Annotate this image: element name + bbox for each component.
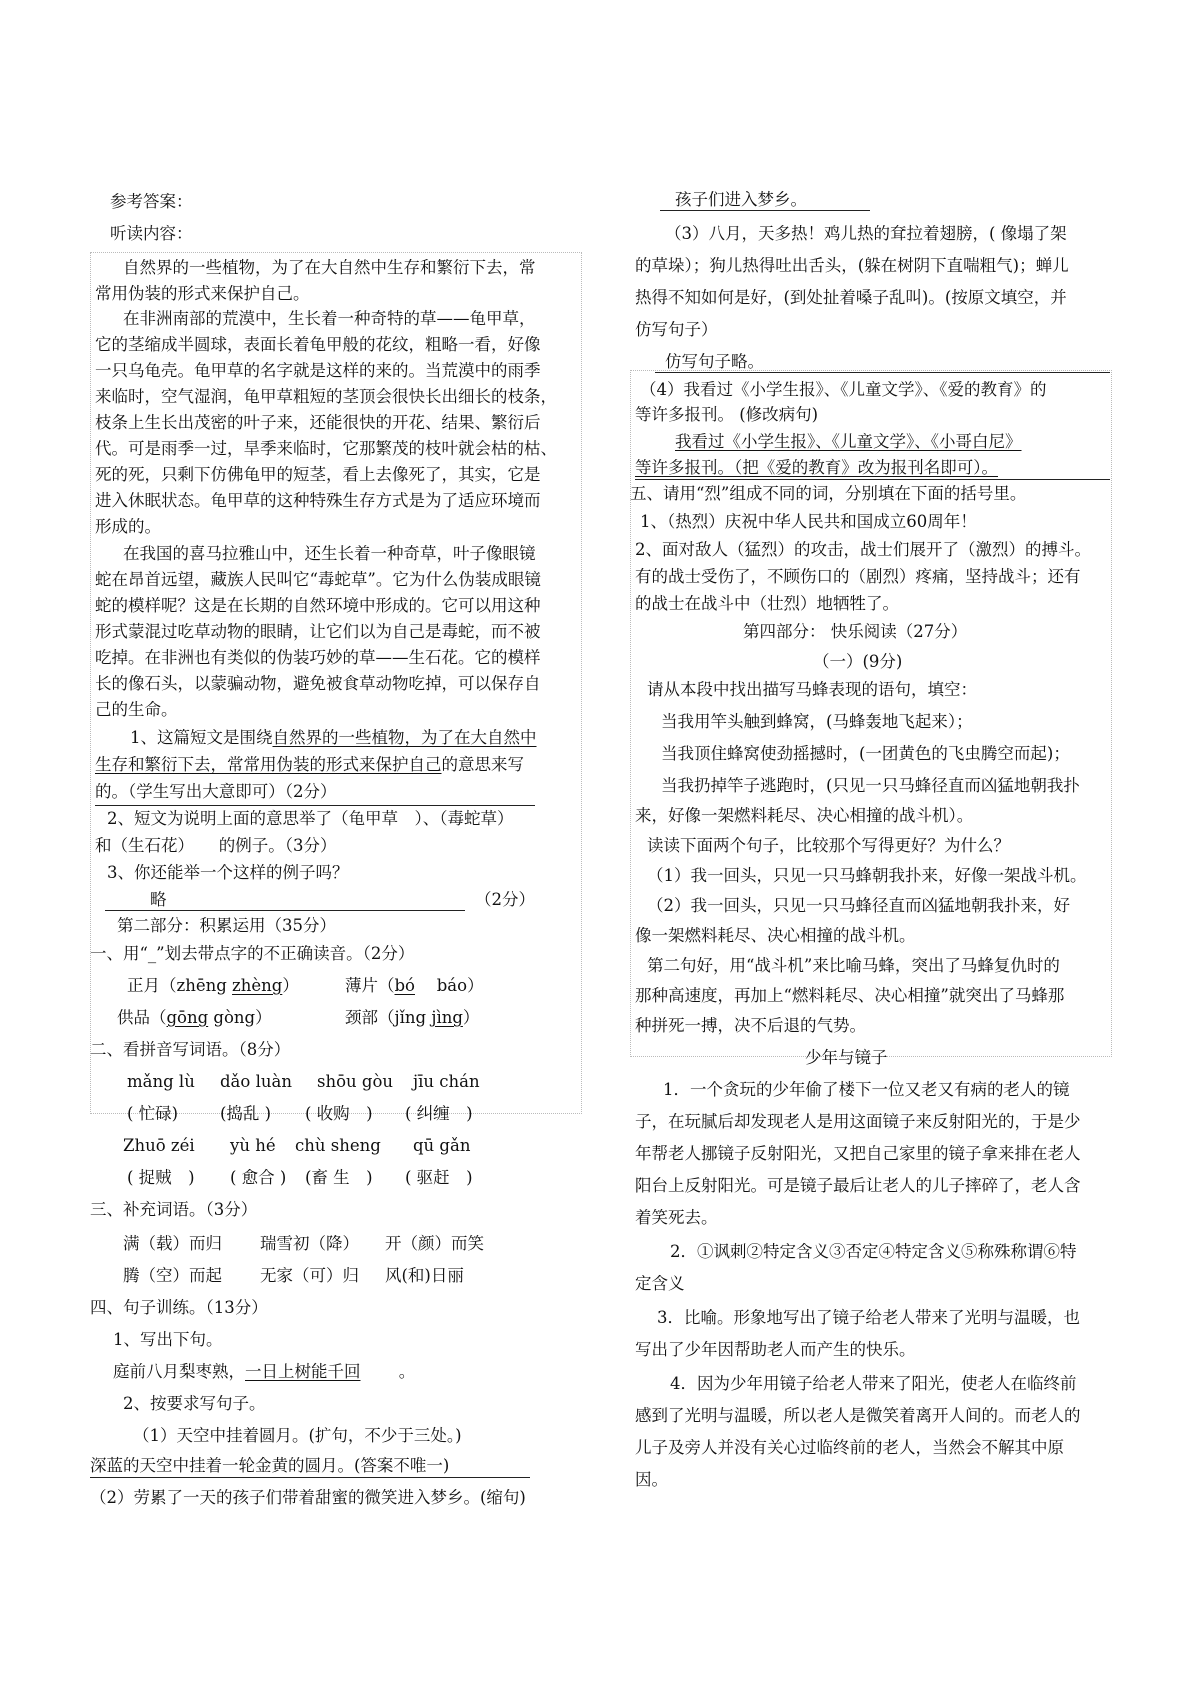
text-line: 一只乌龟壳。龟甲草的名字就是这样的来的。当荒漠中的雨季: [95, 361, 541, 380]
text-line: （3）八月，天多热！鸡儿热的耷拉着翅膀，( 像塌了架: [665, 224, 1067, 243]
text-line: 2、面对敌人（猛烈）的攻击，战士们展开了（激烈）的搏斗。: [635, 540, 1091, 559]
word: ( 纠缠 ): [405, 1104, 473, 1123]
sentence-task-2-2: （2）劳累了一天的孩子们带着甜蜜的微笑进入梦乡。(缩句): [90, 1488, 526, 1507]
question-1: 1、这篇短文是围绕自然界的一些植物，为了在大自然中: [130, 728, 537, 747]
subsection-title: （一）(9分): [813, 652, 903, 671]
idiom: 瑞雪初（降）: [260, 1234, 359, 1253]
text-line: 枝条上生长出茂密的叶子来，还能很快的开花、结果、繁衍后: [95, 413, 541, 432]
answer-line: 孩子们进入梦乡。: [675, 190, 807, 209]
text-line: 死的死，只剩下仿佛龟甲的短茎，看上去像死了，其实，它是: [95, 465, 541, 484]
text-line: 蛇在昂首远望，藏族人民叫它“毒蛇草”。它为什么伪装成眼镜: [95, 570, 541, 589]
text-line: 在非洲南部的荒漠中，生长着一种奇特的草——龟甲草，: [123, 309, 536, 328]
text-line: 阳台上反射阳光。可是镜子最后让老人的儿子摔碎了，老人含: [635, 1176, 1081, 1195]
story-title: 少年与镜子: [805, 1048, 888, 1067]
section-3-title: 三、补充词语。（3分）: [90, 1200, 258, 1219]
answer-rule: [105, 910, 465, 911]
idiom: 无家（可）归: [260, 1266, 359, 1285]
idiom: 开（颜）而笑: [385, 1234, 484, 1253]
text-line: 仿写句子）: [635, 320, 718, 339]
question-1-end: 的。（学生写出大意即可）（2分）: [95, 782, 337, 801]
part4-title: 第四部分： 快乐阅读（27分）: [743, 622, 968, 641]
pinyin-item: 薄片（bó báo）: [345, 976, 484, 995]
text-line: 4．因为少年用镜子给老人带来了阳光，使老人在临终前: [670, 1374, 1077, 1393]
text-line: 因。: [635, 1470, 668, 1489]
word: (畜 生 ): [305, 1168, 373, 1187]
pinyin: mǎng lù: [127, 1072, 195, 1091]
text-line: 读读下面两个句子，比较那个写得更好？为什么？: [647, 836, 1010, 855]
text-line: 热得不知如何是好，(到处扯着嗓子乱叫)。(按原文填空，并: [635, 288, 1067, 307]
word: (捣乱 ): [220, 1104, 272, 1123]
answer-rule: [660, 210, 870, 211]
text-line: 着笑死去。: [635, 1208, 718, 1227]
question-3: 3、你还能举一个这样的例子吗？: [107, 863, 349, 882]
pinyin: shōu gòu: [317, 1072, 394, 1091]
text-line: 己的生命。: [95, 700, 178, 719]
text-line: 自然界的一些植物，为了在大自然中生存和繁衍下去，常: [123, 258, 536, 277]
idiom: 满（载）而归: [123, 1234, 222, 1253]
text-line: 来，好像一架燃料耗尽、决心相撞的战斗机）。: [635, 806, 974, 825]
text-line: 当我顶住蜂窝使劲摇撼时，(一团黄色的飞虫腾空而起)；: [661, 744, 1070, 763]
answer-line: 等许多报刊。（把《爱的教育》改为报刊名即可）。: [635, 458, 998, 477]
idiom: 风(和)日丽: [385, 1266, 464, 1285]
word: ( 忙碌): [127, 1104, 179, 1123]
text-line: 那种高速度，再加上“燃料耗尽、决心相撞”就突出了马蜂那: [635, 986, 1065, 1005]
text-line: 2．①讽刺②特定含义③否定④特定含义⑤称殊称谓⑥特: [670, 1242, 1077, 1261]
text-line: 年帮老人挪镜子反射阳光，又把自己家里的镜子拿来排在老人: [635, 1144, 1081, 1163]
text-line: 子，在玩腻后却发现老人是用这面镜子来反射阳光的，于是少: [635, 1112, 1081, 1131]
pinyin: chù sheng: [295, 1136, 381, 1155]
text-line: 蛇的模样呢？这是在长期的自然环境中形成的。它可以用这种: [95, 596, 541, 615]
text-line: （4）我看过《小学生报》、《儿童文学》、《爱的教育》的: [640, 380, 1047, 399]
answer-header: 参考答案：: [110, 192, 193, 211]
text-line: 当我扔掉竿子逃跑时，(只见一只马蜂径直而凶猛地朝我扑: [661, 776, 1080, 795]
answer-rule: [655, 372, 1110, 373]
pinyin: yù hé: [230, 1136, 276, 1155]
pinyin-item: 供品（gōng gòng）: [117, 1008, 272, 1027]
text-line: 定含义: [635, 1274, 685, 1293]
text-line: 当我用竿头触到蜂窝，(马蜂轰地飞起来）；: [661, 712, 973, 731]
text-line: 儿子及旁人并没有关心过临终前的老人，当然会不解其中原: [635, 1438, 1064, 1457]
answer-rule: [95, 805, 535, 806]
text-line: 形式蒙混过吃草动物的眼睛，让它们以为自己是毒蛇，而不被: [95, 622, 541, 641]
text-line: （1）我一回头，只见一只马蜂朝我扑来，好像一架战斗机。: [647, 866, 1087, 885]
idiom: 腾（空）而起: [123, 1266, 222, 1285]
word: ( 愈合 ): [230, 1168, 287, 1187]
pinyin: dǎo luàn: [220, 1072, 292, 1091]
part2-title: 第二部分：积累运用（35分）: [117, 916, 336, 935]
sentence-task-2-1: （1）天空中挂着圆月。(扩句，不少于三处。): [133, 1426, 462, 1445]
sentence-task-2: 2、按要求写句子。: [123, 1394, 266, 1413]
listening-header: 听读内容：: [110, 224, 193, 243]
poem-line: 庭前八月梨枣熟，一日上树能千回 。: [113, 1362, 416, 1381]
word: ( 捉贼 ): [127, 1168, 195, 1187]
pinyin-item: 正月（zhēng zhèng）: [127, 976, 299, 995]
text-line: 感到了光明与温暖，所以老人是微笑着离开人间的。而老人的: [635, 1406, 1081, 1425]
answer-rule: [635, 479, 1110, 480]
text-line: 形成的。: [95, 517, 161, 536]
text-line: 1．一个贪玩的少年偷了楼下一位又老又有病的老人的镜: [663, 1080, 1070, 1099]
section-2-title: 二、看拼音写词语。（8分）: [90, 1040, 291, 1059]
text-line: 吃掉。在非洲也有类似的伪装巧妙的草——生石花。它的模样: [95, 648, 541, 667]
word: ( 收购 ): [305, 1104, 373, 1123]
question-2: 2、短文为说明上面的意思举了（龟甲草 ）、（毒蛇草）: [107, 809, 514, 828]
text-line: 第二句好，用“战斗机”来比喻马蜂，突出了马蜂复仇时的: [647, 956, 1060, 975]
text-line: 进入休眠状态。龟甲草的这种特殊生存方式是为了适应环境而: [95, 491, 541, 510]
pinyin: Zhuō zéi: [123, 1136, 195, 1155]
answer-rule: [90, 1477, 530, 1478]
section-5-title: 五、请用“烈”组成不同的词，分别填在下面的括号里。: [630, 484, 1027, 503]
text-line: 1、（热烈）庆祝中华人民共和国成立60周年！: [640, 512, 977, 531]
pinyin-item: 颈部（jǐng jìng）: [345, 1008, 480, 1027]
sentence-answer: 深蓝的天空中挂着一轮金黄的圆月。(答案不唯一): [90, 1456, 450, 1475]
text-line: （2）我一回头，只见一只马蜂径直而凶猛地朝我扑来，好: [647, 896, 1070, 915]
text-line: 写出了少年因帮助老人而产生的快乐。: [635, 1340, 916, 1359]
pinyin: qū gǎn: [413, 1136, 471, 1155]
text-line: 请从本段中找出描写马蜂表现的语句，填空：: [647, 680, 977, 699]
text-line: 来临时，空气湿润，龟甲草粗短的茎顶会很快长出细长的枝条，: [95, 387, 557, 406]
text-line: 在我国的喜马拉雅山中，还生长着一种奇草，叶子像眼镜: [123, 544, 536, 563]
text-line: 的战士在战斗中（壮烈）地牺牲了。: [635, 594, 899, 613]
question-2-cont: 和（生石花） 的例子。（3分）: [95, 836, 337, 855]
text-line: 种拼死一搏，决不后退的气势。: [635, 1016, 866, 1035]
text-line: 代。可是雨季一过，旱季来临时，它那繁茂的枝叶就会枯的枯、: [95, 439, 557, 458]
pinyin: jīu chán: [413, 1072, 480, 1091]
word: ( 驱赶 ): [405, 1168, 473, 1187]
answer-line: 仿写句子略。: [665, 352, 764, 371]
question-1-cont: 生存和繁衍下去，常常用伪装的形式来保护自己的意思来写: [95, 755, 524, 774]
answer-line: 我看过《小学生报》、《儿童文学》、《小哥白尼》: [675, 432, 1022, 451]
section-1-title: 一、用“_”划去带点字的不正确读音。（2分）: [90, 944, 415, 963]
text-line: 等许多报刊。 (修改病句): [635, 405, 819, 424]
text-line: 它的茎缩成半圆球，表面长着龟甲般的花纹，粗略一看，好像: [95, 335, 541, 354]
sentence-task-1: 1、写出下句。: [113, 1330, 223, 1349]
text-line: 3．比喻。形象地写出了镜子给老人带来了光明与温暖，也: [657, 1308, 1080, 1327]
text-line: 常用伪装的形式来保护自己。: [95, 284, 310, 303]
question-3-answer: 略: [150, 890, 167, 909]
question-3-score: （2分）: [475, 890, 535, 909]
text-line: 有的战士受伤了，不顾伤口的（剧烈）疼痛，坚持战斗；还有: [635, 567, 1081, 586]
section-4-title: 四、句子训练。（13分）: [90, 1298, 268, 1317]
text-line: 长的像石头，以蒙骗动物，避免被食草动物吃掉，可以保存自: [95, 674, 541, 693]
text-line: 的草垛）；狗儿热得吐出舌头，(躲在树阴下直喘粗气)；蝉儿: [635, 256, 1069, 275]
text-line: 像一架燃料耗尽、决心相撞的战斗机。: [635, 926, 916, 945]
